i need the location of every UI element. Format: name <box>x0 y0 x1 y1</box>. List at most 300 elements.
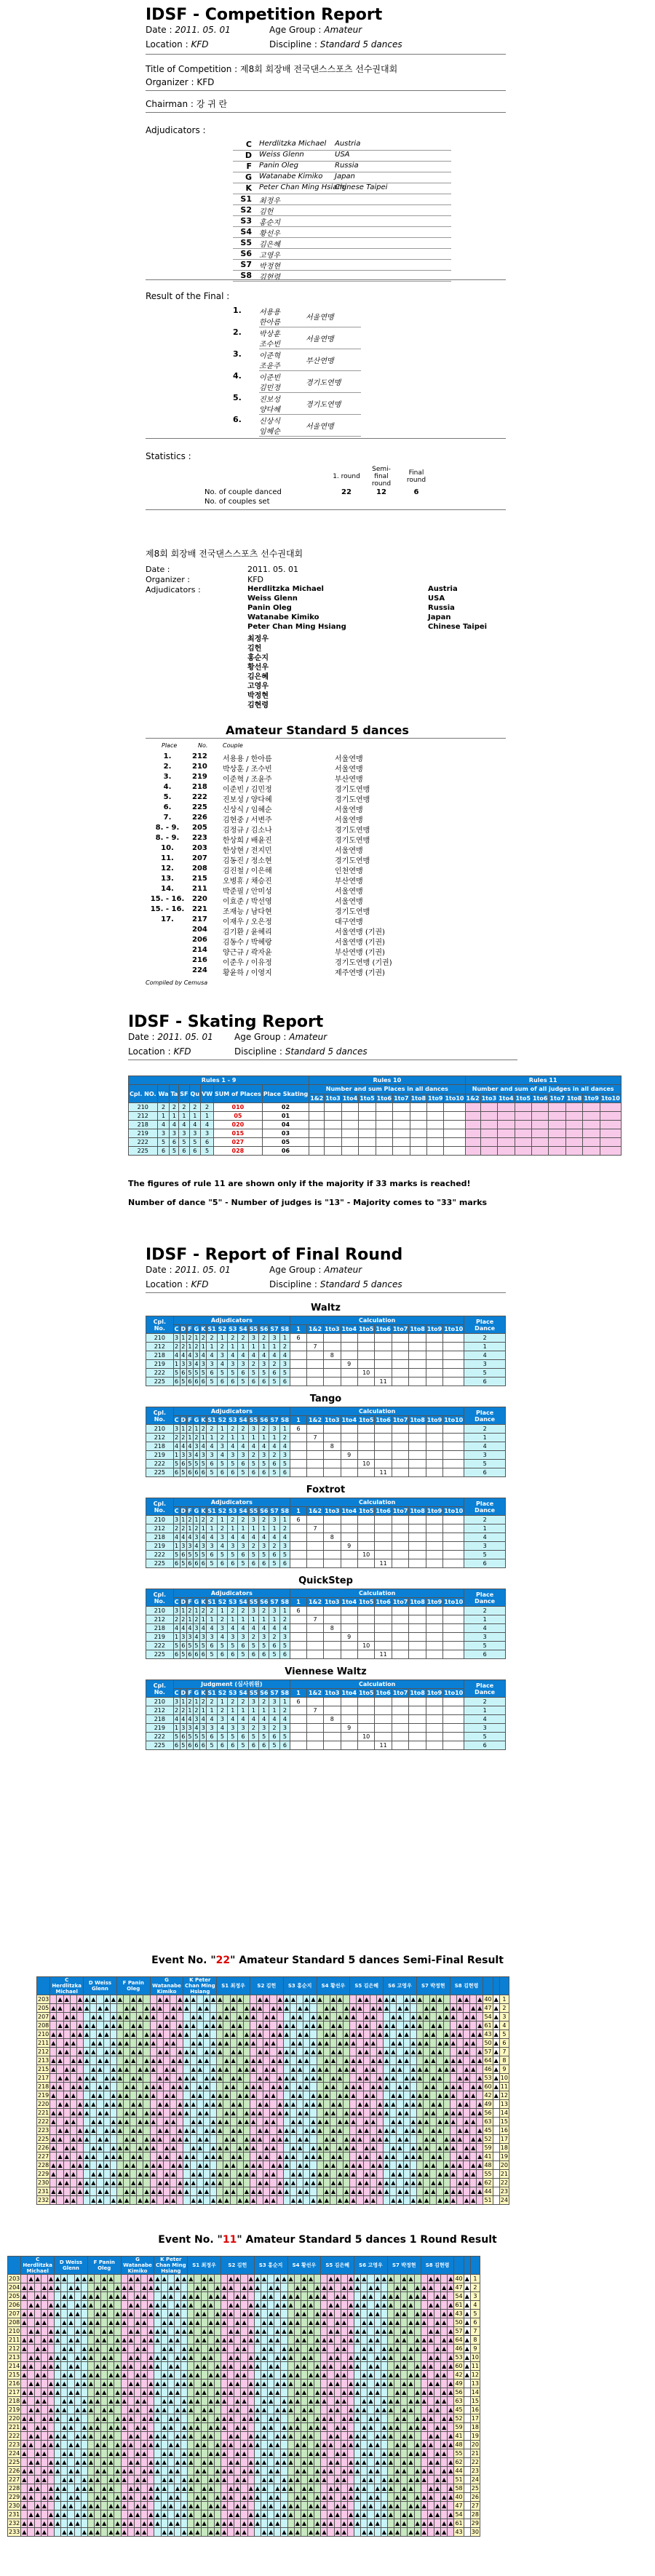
mark: ▲ <box>128 2275 133 2282</box>
cpl-no: 212 <box>38 2048 49 2055</box>
mark: ▲ <box>348 2433 354 2439</box>
mark: ▲ <box>295 2310 300 2317</box>
divider <box>146 279 506 280</box>
judge-mark: 4 <box>238 1715 248 1724</box>
calc-cell <box>307 1451 324 1460</box>
place: 12 <box>471 2372 479 2378</box>
judge-mark: 6 <box>259 1559 269 1568</box>
mark <box>470 1995 477 2004</box>
mark <box>434 2467 440 2476</box>
round1-title: Event No. "11" Amateur Standard 5 dances 1 Round Result <box>158 2234 497 2246</box>
mark: ▲ <box>171 2118 176 2125</box>
mark: ▲ <box>115 2398 120 2404</box>
mark: ▲ <box>62 2433 67 2439</box>
mark <box>448 2449 454 2458</box>
mark <box>170 2179 177 2187</box>
mark: ▲ <box>168 2389 173 2396</box>
mark <box>387 2467 394 2476</box>
mark <box>70 2074 76 2083</box>
adj-name: 박정현 <box>259 263 280 271</box>
mark <box>401 2476 408 2484</box>
judge-head: S8 <box>280 1690 290 1696</box>
mark: ▲ <box>362 2380 367 2387</box>
judge-mark: 2 <box>269 1451 279 1460</box>
mark: ▲ <box>388 2433 394 2439</box>
calc-cell: 6 <box>290 1516 307 1524</box>
judge-mark: 1 <box>238 1706 248 1715</box>
judge-head: S2 <box>218 1690 227 1696</box>
calc-sub: 1to8 <box>410 1326 425 1332</box>
mark: ▲ <box>375 2337 380 2343</box>
mark <box>190 2135 196 2144</box>
judge-mark: 2 <box>228 1425 238 1434</box>
mark: ▲ <box>348 2459 354 2465</box>
calc-cell <box>290 1633 307 1642</box>
mark <box>154 2397 161 2406</box>
mark <box>441 2327 448 2336</box>
mark <box>241 2484 247 2493</box>
mark <box>130 2013 137 2022</box>
mark: ▲ <box>434 2380 440 2387</box>
judge-mark: 4 <box>180 1351 187 1360</box>
mark: ▲ <box>250 2171 256 2177</box>
mark: ▲ <box>175 2468 180 2474</box>
mark: ▲ <box>231 2075 236 2081</box>
mark: ▲ <box>71 2197 76 2203</box>
place-head: Place Dance <box>464 1498 506 1516</box>
mark <box>243 2100 250 2109</box>
mark: ▲ <box>370 2092 376 2099</box>
mark: ▲ <box>258 2101 263 2107</box>
mark: ▲ <box>370 2171 376 2177</box>
mark: ▲ <box>57 2075 63 2081</box>
mark: ▲ <box>421 2363 426 2369</box>
mark: ▲ <box>208 2293 213 2299</box>
calc-cell: 9 <box>341 1542 357 1551</box>
mark: ▲ <box>341 2441 346 2448</box>
mark: ▲ <box>421 2337 426 2343</box>
judge-mark: 5 <box>238 1559 248 1568</box>
mark <box>241 2353 247 2362</box>
mark <box>63 2030 70 2039</box>
dance-place: 2 <box>170 1103 179 1112</box>
mark <box>310 2056 317 2065</box>
mark <box>47 2345 54 2353</box>
mark: ▲ <box>330 2127 336 2134</box>
judge-mark: 4 <box>217 1724 227 1733</box>
mark <box>68 2380 74 2388</box>
mark: ▲ <box>28 2485 33 2492</box>
mark <box>74 2449 81 2458</box>
cpl-head <box>8 2257 21 2275</box>
mark <box>456 2196 463 2205</box>
result-row <box>37 2091 509 2100</box>
rule10-cell <box>393 1112 410 1121</box>
judge-head: S7 <box>270 1599 279 1605</box>
mark: ▲ <box>424 2171 429 2177</box>
mark: ▲ <box>271 2014 276 2020</box>
mark: ▲ <box>357 2031 362 2038</box>
mark: ▲ <box>258 2022 263 2029</box>
mark: ▲ <box>357 2153 362 2160</box>
mark: ▲ <box>284 2179 289 2186</box>
mark: ▲ <box>428 2380 433 2387</box>
judge-mark: 4 <box>248 1624 258 1633</box>
skating-title: IDSF - Skating Report <box>128 1013 324 1031</box>
mark <box>57 2065 63 2074</box>
mark: ▲ <box>355 2275 360 2282</box>
mark: ▲ <box>162 2459 167 2465</box>
mark: ▲ <box>95 2450 100 2457</box>
mark <box>28 2292 34 2301</box>
mark <box>163 2083 170 2091</box>
calc-cell <box>324 1650 341 1659</box>
mark: ▲ <box>55 2494 60 2500</box>
place: 3 <box>499 2013 509 2022</box>
place: 22 <box>500 2179 508 2186</box>
mark <box>257 2118 263 2126</box>
judge-head: S1 <box>207 1690 216 1696</box>
judge-mark: 6 <box>200 1468 207 1477</box>
mark: ▲ <box>91 1996 96 2003</box>
calc-cell <box>392 1360 408 1369</box>
mark: ▲ <box>395 2468 400 2474</box>
mark: ▲ <box>41 2389 47 2396</box>
mark: ▲ <box>457 2136 462 2142</box>
mark <box>254 2345 261 2353</box>
calc-cell <box>324 1425 341 1434</box>
calc-cell <box>426 1524 442 1533</box>
mark: ▲ <box>95 2310 100 2317</box>
mark: ▲ <box>255 2433 260 2439</box>
mark: ▲ <box>235 2433 240 2439</box>
mark <box>354 2449 361 2458</box>
judge-mark: 6 <box>269 1460 279 1468</box>
calc-cell <box>409 1369 426 1378</box>
sub-head: 1&2 <box>466 1094 480 1102</box>
place: 26 <box>471 2494 479 2500</box>
judge-mark: 2 <box>180 1524 187 1533</box>
mark: ▲ <box>84 2031 90 2038</box>
mark <box>421 2353 427 2362</box>
mark: ▲ <box>57 2048 63 2055</box>
mark: ▲ <box>55 2433 60 2439</box>
mark: ▲ <box>417 2040 423 2046</box>
mark: ▲ <box>48 2328 54 2334</box>
mark: ▲ <box>421 2468 426 2474</box>
mark <box>424 2100 430 2109</box>
mark: ▲ <box>317 2171 322 2177</box>
mark <box>434 2493 440 2502</box>
mark <box>337 2109 344 2118</box>
divider <box>146 54 506 55</box>
mark: ▲ <box>22 2293 27 2299</box>
adj-name: 고영우 <box>259 252 280 260</box>
mark <box>328 2345 334 2353</box>
marker <box>464 2423 470 2432</box>
mark <box>274 2318 281 2327</box>
mark <box>361 2493 368 2502</box>
calc-cell <box>443 1369 464 1378</box>
mark <box>127 2397 134 2406</box>
mark: ▲ <box>142 2310 147 2317</box>
mark <box>290 2109 296 2118</box>
mark: ▲ <box>395 2284 400 2291</box>
mark: ▲ <box>115 2284 120 2291</box>
mark: ▲ <box>178 2136 183 2142</box>
mark: ▲ <box>104 2057 109 2064</box>
mark <box>41 2327 47 2336</box>
mark: ▲ <box>282 2398 287 2404</box>
total: 55 <box>484 2171 492 2177</box>
calc-cell <box>426 1533 442 1542</box>
mark <box>188 2310 194 2318</box>
mark: ▲ <box>82 2424 87 2430</box>
mark <box>95 2353 101 2362</box>
mark <box>221 2353 227 2362</box>
mark: ▲ <box>64 2171 69 2177</box>
mark: ▲ <box>75 2354 80 2361</box>
mark: ▲ <box>410 2127 416 2134</box>
mark: ▲ <box>364 2014 369 2020</box>
mark: ▲ <box>328 2485 333 2492</box>
mark <box>410 2083 416 2091</box>
mark: ▲ <box>144 2136 149 2142</box>
mark: ▲ <box>231 1996 236 2003</box>
judge-mark: 3 <box>188 1452 192 1458</box>
mark: ▲ <box>258 2136 263 2142</box>
mark: ▲ <box>375 2415 380 2422</box>
result-row <box>8 2371 480 2380</box>
mark <box>301 2371 307 2380</box>
mark: ▲ <box>164 2092 170 2099</box>
mark: ▲ <box>178 2101 183 2107</box>
marker: ▲ <box>493 2014 499 2020</box>
mark <box>137 2030 143 2039</box>
mark <box>156 2144 163 2152</box>
result-row <box>8 2345 480 2353</box>
mark: ▲ <box>102 2337 107 2343</box>
mark: ▲ <box>442 2310 447 2317</box>
mark <box>130 2144 137 2152</box>
mark <box>201 2476 207 2484</box>
judge-mark: 1 <box>188 1707 192 1714</box>
mark: ▲ <box>211 2048 216 2055</box>
mark: ▲ <box>48 2415 54 2422</box>
mark <box>281 2336 287 2345</box>
judge-mark: 3 <box>193 1715 200 1724</box>
mark <box>241 2458 247 2467</box>
mark: ▲ <box>64 2048 69 2055</box>
place-dance: 1 <box>464 1343 506 1351</box>
summary-couple: 김기환 / 윤혜리 <box>223 929 272 937</box>
rule11-cell <box>515 1147 531 1156</box>
result-row <box>37 2152 509 2161</box>
mark <box>103 2144 110 2152</box>
rule10-cell <box>309 1112 325 1121</box>
judge-head: S6 <box>260 1599 269 1605</box>
value: 2011. 05. 01 <box>157 1032 213 1042</box>
mark <box>427 2318 434 2327</box>
mark <box>21 2484 28 2493</box>
mark: ▲ <box>108 2328 114 2334</box>
mark: ▲ <box>415 2476 420 2483</box>
calc-cell: 10 <box>357 1460 374 1468</box>
cpl-no: 225 <box>146 1559 174 1568</box>
judge-head: S7 박정현 <box>416 1977 450 1995</box>
mark: ▲ <box>244 2014 249 2020</box>
mark: ▲ <box>271 2031 276 2038</box>
summary-couple: 신상식 / 임혜순 <box>223 806 272 814</box>
mark: ▲ <box>264 2171 269 2177</box>
mark: ▲ <box>384 2127 389 2134</box>
judge-mark: 2 <box>248 1360 258 1369</box>
mark: ▲ <box>417 2022 423 2029</box>
mark: ▲ <box>124 2066 130 2072</box>
mark: ▲ <box>117 2022 122 2029</box>
calc-cell <box>409 1524 426 1533</box>
mark: ▲ <box>117 2171 122 2177</box>
mark: ▲ <box>275 2275 280 2282</box>
judge-mark: 3 <box>238 1724 248 1733</box>
mark <box>463 2161 469 2170</box>
mark: ▲ <box>450 2014 456 2020</box>
mark <box>217 2030 223 2039</box>
judge-mark: 2 <box>188 1516 192 1523</box>
mark <box>250 2126 256 2135</box>
judge-mark: 5 <box>269 1559 279 1568</box>
mark: ▲ <box>264 2092 269 2099</box>
adjudicator-row <box>233 216 451 227</box>
calc-sub: 1to8 <box>410 1508 425 1514</box>
mark: ▲ <box>375 2310 380 2317</box>
mark: ▲ <box>324 2197 329 2203</box>
mark <box>368 2327 374 2336</box>
mark: ▲ <box>301 2433 306 2439</box>
mark: ▲ <box>330 2136 336 2142</box>
calc-cell <box>307 1369 324 1378</box>
mark: ▲ <box>157 2031 162 2038</box>
mark: ▲ <box>271 2083 276 2090</box>
mark: ▲ <box>317 2118 322 2125</box>
judge-mark: 2 <box>217 1343 227 1351</box>
mark: ▲ <box>95 2468 100 2474</box>
judge-mark: 3 <box>279 1451 290 1460</box>
place-dance: 6 <box>464 1741 506 1750</box>
mark <box>376 2013 383 2022</box>
mark: ▲ <box>221 2398 227 2404</box>
mark: ▲ <box>368 2319 373 2326</box>
mark: ▲ <box>351 2197 356 2203</box>
mark <box>376 2091 383 2100</box>
mark: ▲ <box>275 2389 280 2396</box>
mark <box>301 2423 307 2432</box>
mark <box>81 2493 87 2502</box>
mark: ▲ <box>231 2083 236 2090</box>
mark <box>141 2432 148 2441</box>
mark: ▲ <box>242 2398 247 2404</box>
mark: ▲ <box>35 2485 40 2492</box>
mark <box>381 2388 387 2397</box>
mark <box>183 2196 190 2205</box>
judge-mark: 5 <box>279 1551 290 1559</box>
mark <box>108 2362 114 2371</box>
mark: ▲ <box>182 2380 187 2387</box>
mark: ▲ <box>235 2319 240 2326</box>
mark: ▲ <box>64 2179 69 2186</box>
mark: ▲ <box>298 2197 303 2203</box>
mark <box>61 2441 68 2449</box>
judge-mark: 4 <box>217 1360 227 1369</box>
mark: ▲ <box>115 2372 120 2378</box>
mark: ▲ <box>51 2083 56 2090</box>
mark: ▲ <box>138 2101 143 2107</box>
judge-mark: 1 <box>193 1334 200 1343</box>
mark: ▲ <box>271 2066 276 2072</box>
mark: ▲ <box>244 2188 249 2195</box>
mark: ▲ <box>402 2275 407 2282</box>
mark <box>337 2004 344 2013</box>
mark: ▲ <box>41 2476 47 2483</box>
mark <box>334 2388 341 2397</box>
mark: ▲ <box>261 2302 267 2308</box>
rule11-cell <box>531 1147 548 1156</box>
mark <box>463 2030 469 2039</box>
mark <box>103 2013 110 2022</box>
mark <box>297 2048 303 2056</box>
mark <box>363 2030 370 2039</box>
mark: ▲ <box>322 2415 327 2422</box>
mark: ▲ <box>248 2363 253 2369</box>
judge-mark: 3 <box>175 1607 179 1614</box>
judge-mark: 6 <box>175 1742 179 1749</box>
mark: ▲ <box>75 2485 80 2492</box>
mark: ▲ <box>324 2188 329 2195</box>
mark: ▲ <box>415 2389 420 2396</box>
mark: ▲ <box>188 2345 194 2352</box>
marker: ▲ <box>464 2363 469 2369</box>
mark: ▲ <box>237 2101 242 2107</box>
judge-mark: 4 <box>269 1351 279 1360</box>
calc-cell <box>375 1451 392 1460</box>
calc-cell <box>290 1442 307 1451</box>
mark <box>148 2423 154 2432</box>
mark <box>217 2187 223 2196</box>
place-dance: 6 <box>464 1468 506 1477</box>
mark <box>384 2065 390 2074</box>
marker: ▲ <box>493 2031 499 2038</box>
mark <box>50 2100 57 2109</box>
calc-sub: 1to8 <box>410 1690 425 1696</box>
place-skating: 03 <box>262 1129 309 1138</box>
mark <box>196 2048 203 2056</box>
judge-mark: 2 <box>207 1698 217 1706</box>
calc-cell <box>392 1542 408 1551</box>
mark: ▲ <box>417 2101 423 2107</box>
calc-cell <box>443 1360 464 1369</box>
mark: ▲ <box>408 2406 413 2413</box>
mark <box>50 2179 57 2187</box>
dance-place: 5 <box>170 1147 179 1156</box>
mark: ▲ <box>128 2485 133 2492</box>
cpl-no: 218 <box>146 1351 174 1360</box>
mark <box>430 2144 437 2152</box>
mark <box>368 2353 374 2362</box>
statistics-label: Statistics : <box>146 451 191 461</box>
mark: ▲ <box>84 1996 90 2003</box>
judge-mark: 4 <box>207 1442 217 1451</box>
sub-head: 1to4 <box>499 1094 514 1102</box>
